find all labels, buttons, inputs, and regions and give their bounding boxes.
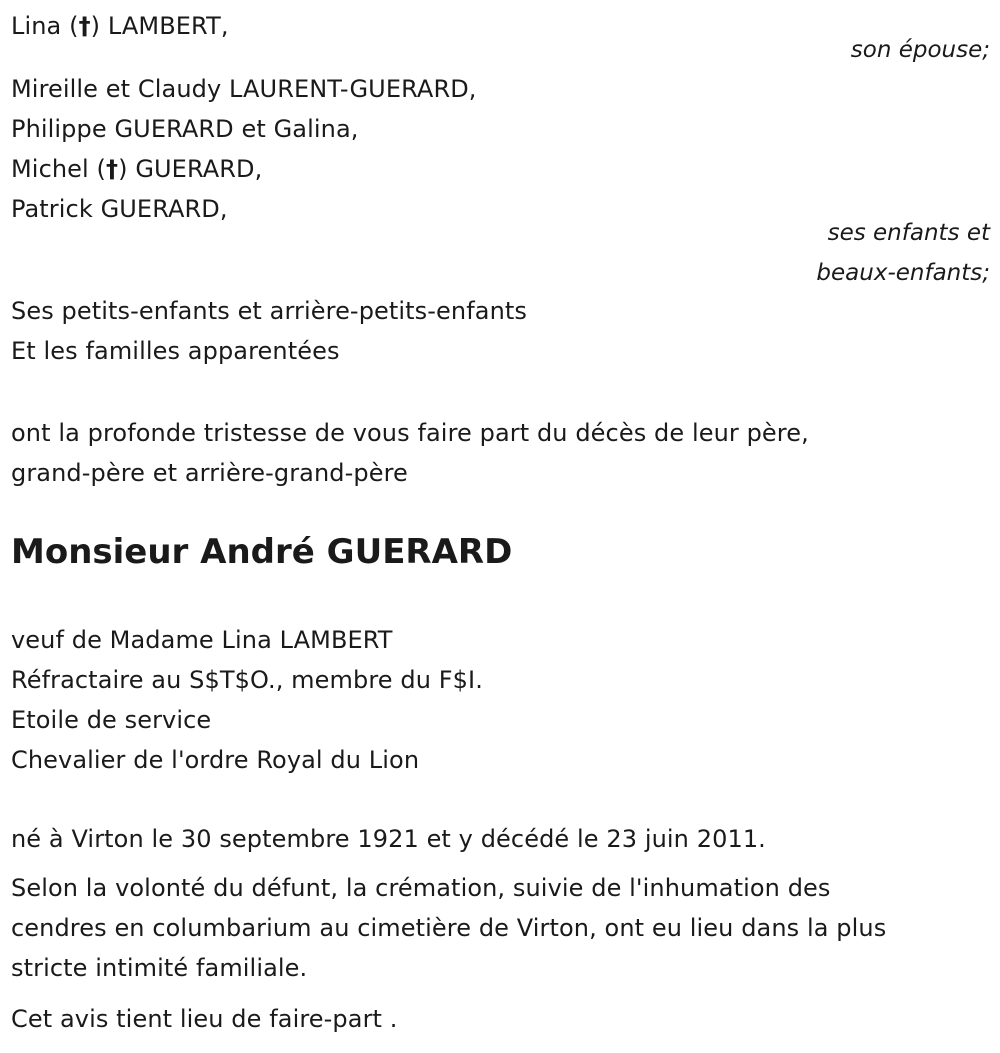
children-block xyxy=(11,69,990,229)
announcement-line: grand-père et arrière-grand-père xyxy=(11,459,408,487)
grandchildren-line: Et les familles apparentées xyxy=(11,337,340,365)
child-line: Michel (†) GUERARD, xyxy=(11,155,263,183)
deceased-name: Monsieur André GUERARD xyxy=(11,532,513,572)
titles-block xyxy=(11,620,483,780)
grandchildren-line: Ses petits-enfants et arrière-petits-enfants xyxy=(11,297,528,325)
announcement-block xyxy=(11,413,809,493)
spouse-role: son épouse; xyxy=(850,37,990,63)
ceremony-line: Selon la volonté du défunt, la crémation, suivie de l'inhumation des xyxy=(11,874,831,902)
grandchildren-block xyxy=(11,291,527,371)
closing-note: Cet avis tient lieu de faire-part . xyxy=(11,1005,398,1033)
cross-icon: † xyxy=(106,155,119,183)
ceremony-line: cendres en columbarium au cimetière de Virton, ont eu lieu dans la plus xyxy=(11,914,887,942)
announcement-line: ont la profonde tristesse de vous faire part du décès de leur père, xyxy=(11,419,809,447)
ceremony-line: stricte intimité familiale. xyxy=(11,954,308,982)
title-line: veuf de Madame Lina LAMBERT xyxy=(11,626,393,654)
children-role-line2: beaux-enfants; xyxy=(816,260,990,286)
child-line: Mireille et Claudy LAURENT-GUERARD, xyxy=(11,75,477,103)
title-line: Réfractaire au S$T$O., membre du F$I. xyxy=(11,666,483,694)
spouse-name: Lina (†) LAMBERT, xyxy=(11,12,229,40)
cross-icon: † xyxy=(78,12,91,40)
birth-death: né à Virton le 30 septembre 1921 et y décédé le 23 juin 2011. xyxy=(11,825,766,853)
title-line: Etoile de service xyxy=(11,706,212,734)
child-line: Patrick GUERARD, xyxy=(11,195,228,223)
ceremony-block xyxy=(11,868,886,988)
child-line: Philippe GUERARD et Galina, xyxy=(11,115,359,143)
children-role-line1: ses enfants et xyxy=(827,220,990,246)
title-line: Chevalier de l'ordre Royal du Lion xyxy=(11,746,420,774)
spouse-block xyxy=(11,6,990,46)
